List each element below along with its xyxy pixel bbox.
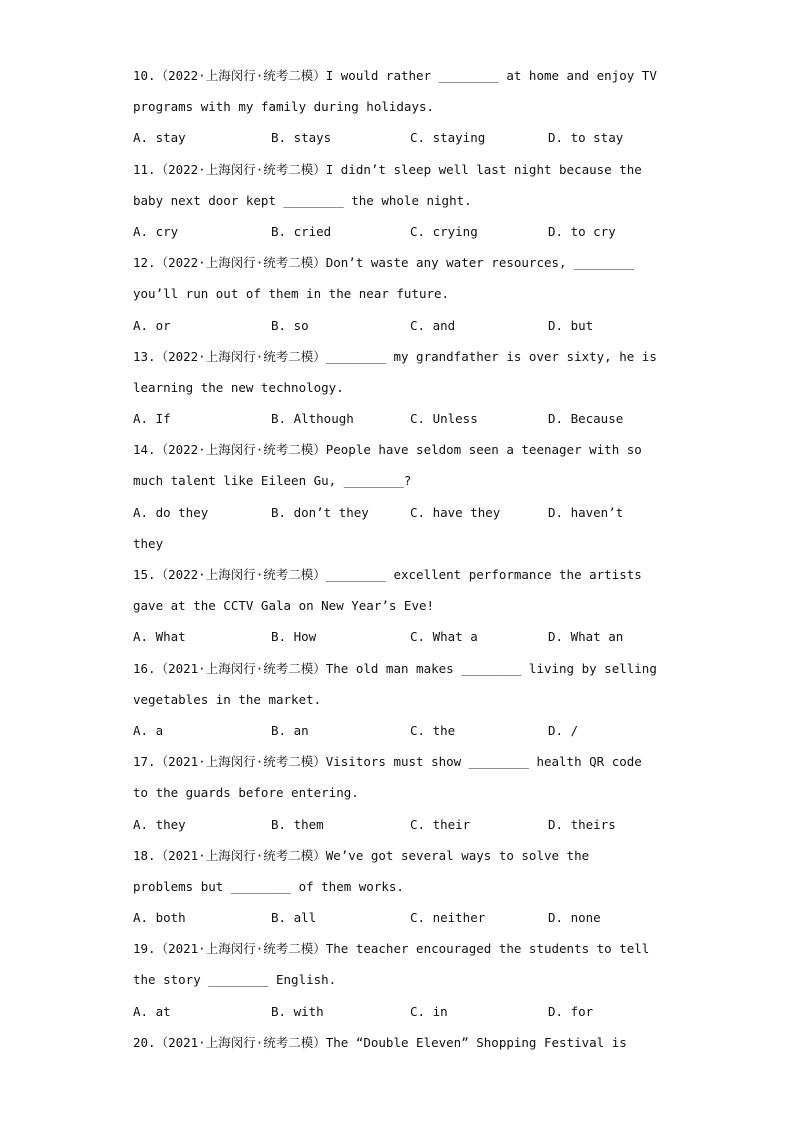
option-c: C. their <box>410 816 471 832</box>
question-stem-continued: you’ll run out of them in the near future. <box>133 286 450 302</box>
option-d: D. none <box>548 910 601 926</box>
question-2 <box>133 251 673 345</box>
option-c: C. have they <box>410 504 501 520</box>
option-a: A. What <box>133 629 186 645</box>
question-stem: 20.（2021·上海闵行·统考二模）The “Double Eleven” Shopping Festival is <box>133 1034 627 1050</box>
options-row <box>133 719 673 750</box>
question-stem-continued: to the guards before entering. <box>133 785 359 801</box>
option-c: C. in <box>410 1003 448 1019</box>
option-d: D. haven’t <box>548 504 624 520</box>
options-row <box>133 501 673 532</box>
question-9 <box>133 937 673 1031</box>
question-stem-continued: learning the new technology. <box>133 379 344 395</box>
options-row <box>133 314 673 345</box>
option-d: D. to cry <box>548 223 616 239</box>
question-stem-continued: vegetables in the market. <box>133 691 322 707</box>
question-stem: 15.（2022·上海闵行·统考二模）________ excellent performance the artists <box>133 567 642 582</box>
option-continued: they <box>133 535 164 551</box>
question-1 <box>133 158 673 252</box>
option-c: C. Unless <box>410 411 478 427</box>
question-7 <box>133 750 673 844</box>
options-row <box>133 813 673 844</box>
option-c: C. the <box>410 722 456 738</box>
question-stem: 10.（2022·上海闵行·统考二模）I would rather ________ at home and enjoy TV <box>133 68 657 83</box>
question-0 <box>133 64 673 158</box>
option-d: D. Because <box>548 411 624 427</box>
option-d: D. for <box>548 1003 594 1019</box>
option-d: D. / <box>548 722 579 738</box>
option-b: B. an <box>271 722 309 738</box>
options-row <box>133 220 673 251</box>
question-stem: 16.（2021·上海闵行·统考二模）The old man makes ________ living by selling <box>133 660 657 676</box>
option-a: A. at <box>133 1003 171 1019</box>
option-a: A. they <box>133 816 186 832</box>
question-stem-continued: the story ________ English. <box>133 972 337 988</box>
question-8 <box>133 844 673 938</box>
question-stem-continued: baby next door kept ________ the whole night. <box>133 192 472 208</box>
option-c: C. staying <box>410 130 486 146</box>
question-stem-continued: problems but ________ of them works. <box>133 878 404 894</box>
option-b: B. stays <box>271 130 332 146</box>
question-4 <box>133 438 673 563</box>
option-b: B. Although <box>271 411 354 427</box>
question-stem: 13.（2022·上海闵行·统考二模）________ my grandfather is over sixty, he is <box>133 348 657 364</box>
option-b: B. them <box>271 816 324 832</box>
option-d: D. but <box>548 317 594 333</box>
question-stem-continued: much talent like Eileen Gu, ________? <box>133 473 412 489</box>
option-a: A. do they <box>133 504 209 520</box>
question-stem: 12.（2022·上海闵行·统考二模）Don’t waste any water resources, ________ <box>133 255 635 271</box>
option-a: A. If <box>133 411 171 427</box>
question-stem: 14.（2022·上海闵行·统考二模）People have seldom seen a teenager with so <box>133 442 642 458</box>
option-b: B. with <box>271 1003 324 1019</box>
option-b: B. so <box>271 317 309 333</box>
option-b: B. don’t they <box>271 504 369 520</box>
question-10 <box>133 1031 673 1062</box>
option-a: A. cry <box>133 223 179 239</box>
option-b: B. How <box>271 629 317 645</box>
option-d: D. What an <box>548 629 624 645</box>
options-row <box>133 906 673 937</box>
question-6 <box>133 657 673 751</box>
option-c: C. and <box>410 317 456 333</box>
option-a: A. stay <box>133 130 186 146</box>
option-a: A. both <box>133 910 186 926</box>
option-a: A. or <box>133 317 171 333</box>
option-c: C. What a <box>410 629 478 645</box>
question-5 <box>133 563 673 657</box>
question-stem-continued: gave at the CCTV Gala on New Year’s Eve! <box>133 598 435 614</box>
question-stem: 19.（2021·上海闵行·统考二模）The teacher encouraged the students to tell <box>133 941 650 957</box>
option-c: C. neither <box>410 910 486 926</box>
option-c: C. crying <box>410 223 478 239</box>
option-b: B. all <box>271 910 317 926</box>
question-list <box>133 64 673 1062</box>
question-3 <box>133 345 673 439</box>
options-row <box>133 407 673 438</box>
options-row <box>133 625 673 656</box>
options-row <box>133 1000 673 1031</box>
question-stem: 18.（2021·上海闵行·统考二模）We’ve got several ways to solve the <box>133 847 590 863</box>
option-d: D. to stay <box>548 130 624 146</box>
question-stem-continued: programs with my family during holidays. <box>133 99 435 115</box>
option-a: A. a <box>133 722 164 738</box>
options-row <box>133 126 673 157</box>
option-b: B. cried <box>271 223 332 239</box>
option-d: D. theirs <box>548 816 616 832</box>
question-stem: 17.（2021·上海闵行·统考二模）Visitors must show ________ health QR code <box>133 754 642 770</box>
question-stem: 11.（2022·上海闵行·统考二模）I didn’t sleep well last night because the <box>133 161 642 177</box>
